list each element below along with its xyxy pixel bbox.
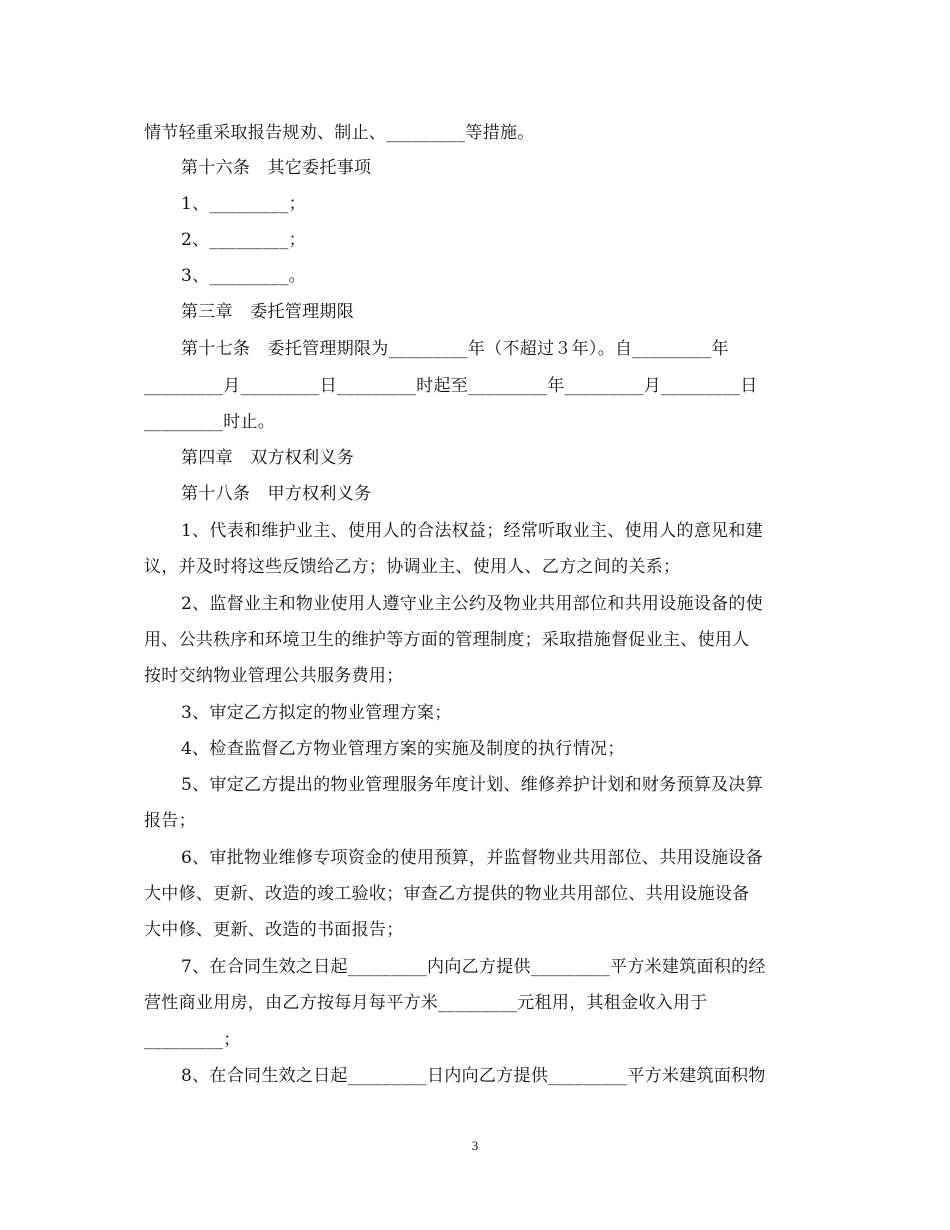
article-heading: 第十六条 其它委托事项	[181, 158, 372, 178]
list-item: 1、_________；	[181, 194, 306, 214]
text-line: 用、公共秩序和环境卫生的维护等方面的管理制度；采取措施督促业主、使用人	[144, 630, 750, 650]
text-line: 7、在合同生效之日起_________内向乙方提供_________平方米建筑面积的经	[181, 957, 766, 977]
text-line: 大中修、更新、改造的竣工验收；审查乙方提供的物业共用部位、共用设施设备	[144, 884, 750, 904]
text-line: 营性商业用房，由乙方按每月每平方米_________元租用，其租金收入用于	[144, 993, 708, 1013]
chapter-heading: 第四章 双方权利义务	[181, 448, 354, 468]
text-line: 1、代表和维护业主、使用人的合法权益；经常听取业主、使用人的意见和建	[181, 521, 764, 541]
text-line: 情节轻重采取报告规劝、制止、_________等措施。	[144, 123, 535, 143]
list-item: 3、_________。	[181, 266, 306, 286]
article-heading: 第十八条 甲方权利义务	[181, 484, 372, 504]
page-number: 3	[471, 1138, 479, 1153]
text-line: _________月_________日_________时起至_________年_________月_________日	[144, 376, 758, 396]
chapter-heading: 第三章 委托管理期限	[181, 302, 354, 322]
text-line: _________；	[144, 1030, 241, 1050]
text-line: 第十七条 委托管理期限为_________年（不超过３年）。自_________年	[181, 339, 729, 359]
text-line: _________时止。	[144, 412, 276, 432]
text-line: 4、检查监督乙方物业管理方案的实施及制度的执行情况；	[181, 739, 625, 759]
text-line: 8、在合同生效之日起_________日内向乙方提供_________平方米建筑面积物	[181, 1066, 766, 1086]
text-line: 3、审定乙方拟定的物业管理方案；	[181, 703, 452, 723]
text-line: 议，并及时将这些反馈给乙方；协调业主、使用人、乙方之间的关系；	[144, 557, 681, 577]
text-line: 2、监督业主和物业使用人遵守业主公约及物业共用部位和共用设施设备的使	[181, 594, 764, 614]
text-line: 大中修、更新、改造的书面报告；	[144, 920, 404, 940]
text-line: 6、审批物业维修专项资金的使用预算，并监督物业共用部位、共用设施设备	[181, 848, 764, 868]
text-line: 5、审定乙方提出的物业管理服务年度计划、维修养护计划和财务预算及决算	[181, 775, 764, 795]
text-line: 按时交纳物业管理公共服务费用；	[144, 666, 404, 686]
text-line: 报告；	[144, 811, 196, 831]
list-item: 2、_________；	[181, 230, 306, 250]
